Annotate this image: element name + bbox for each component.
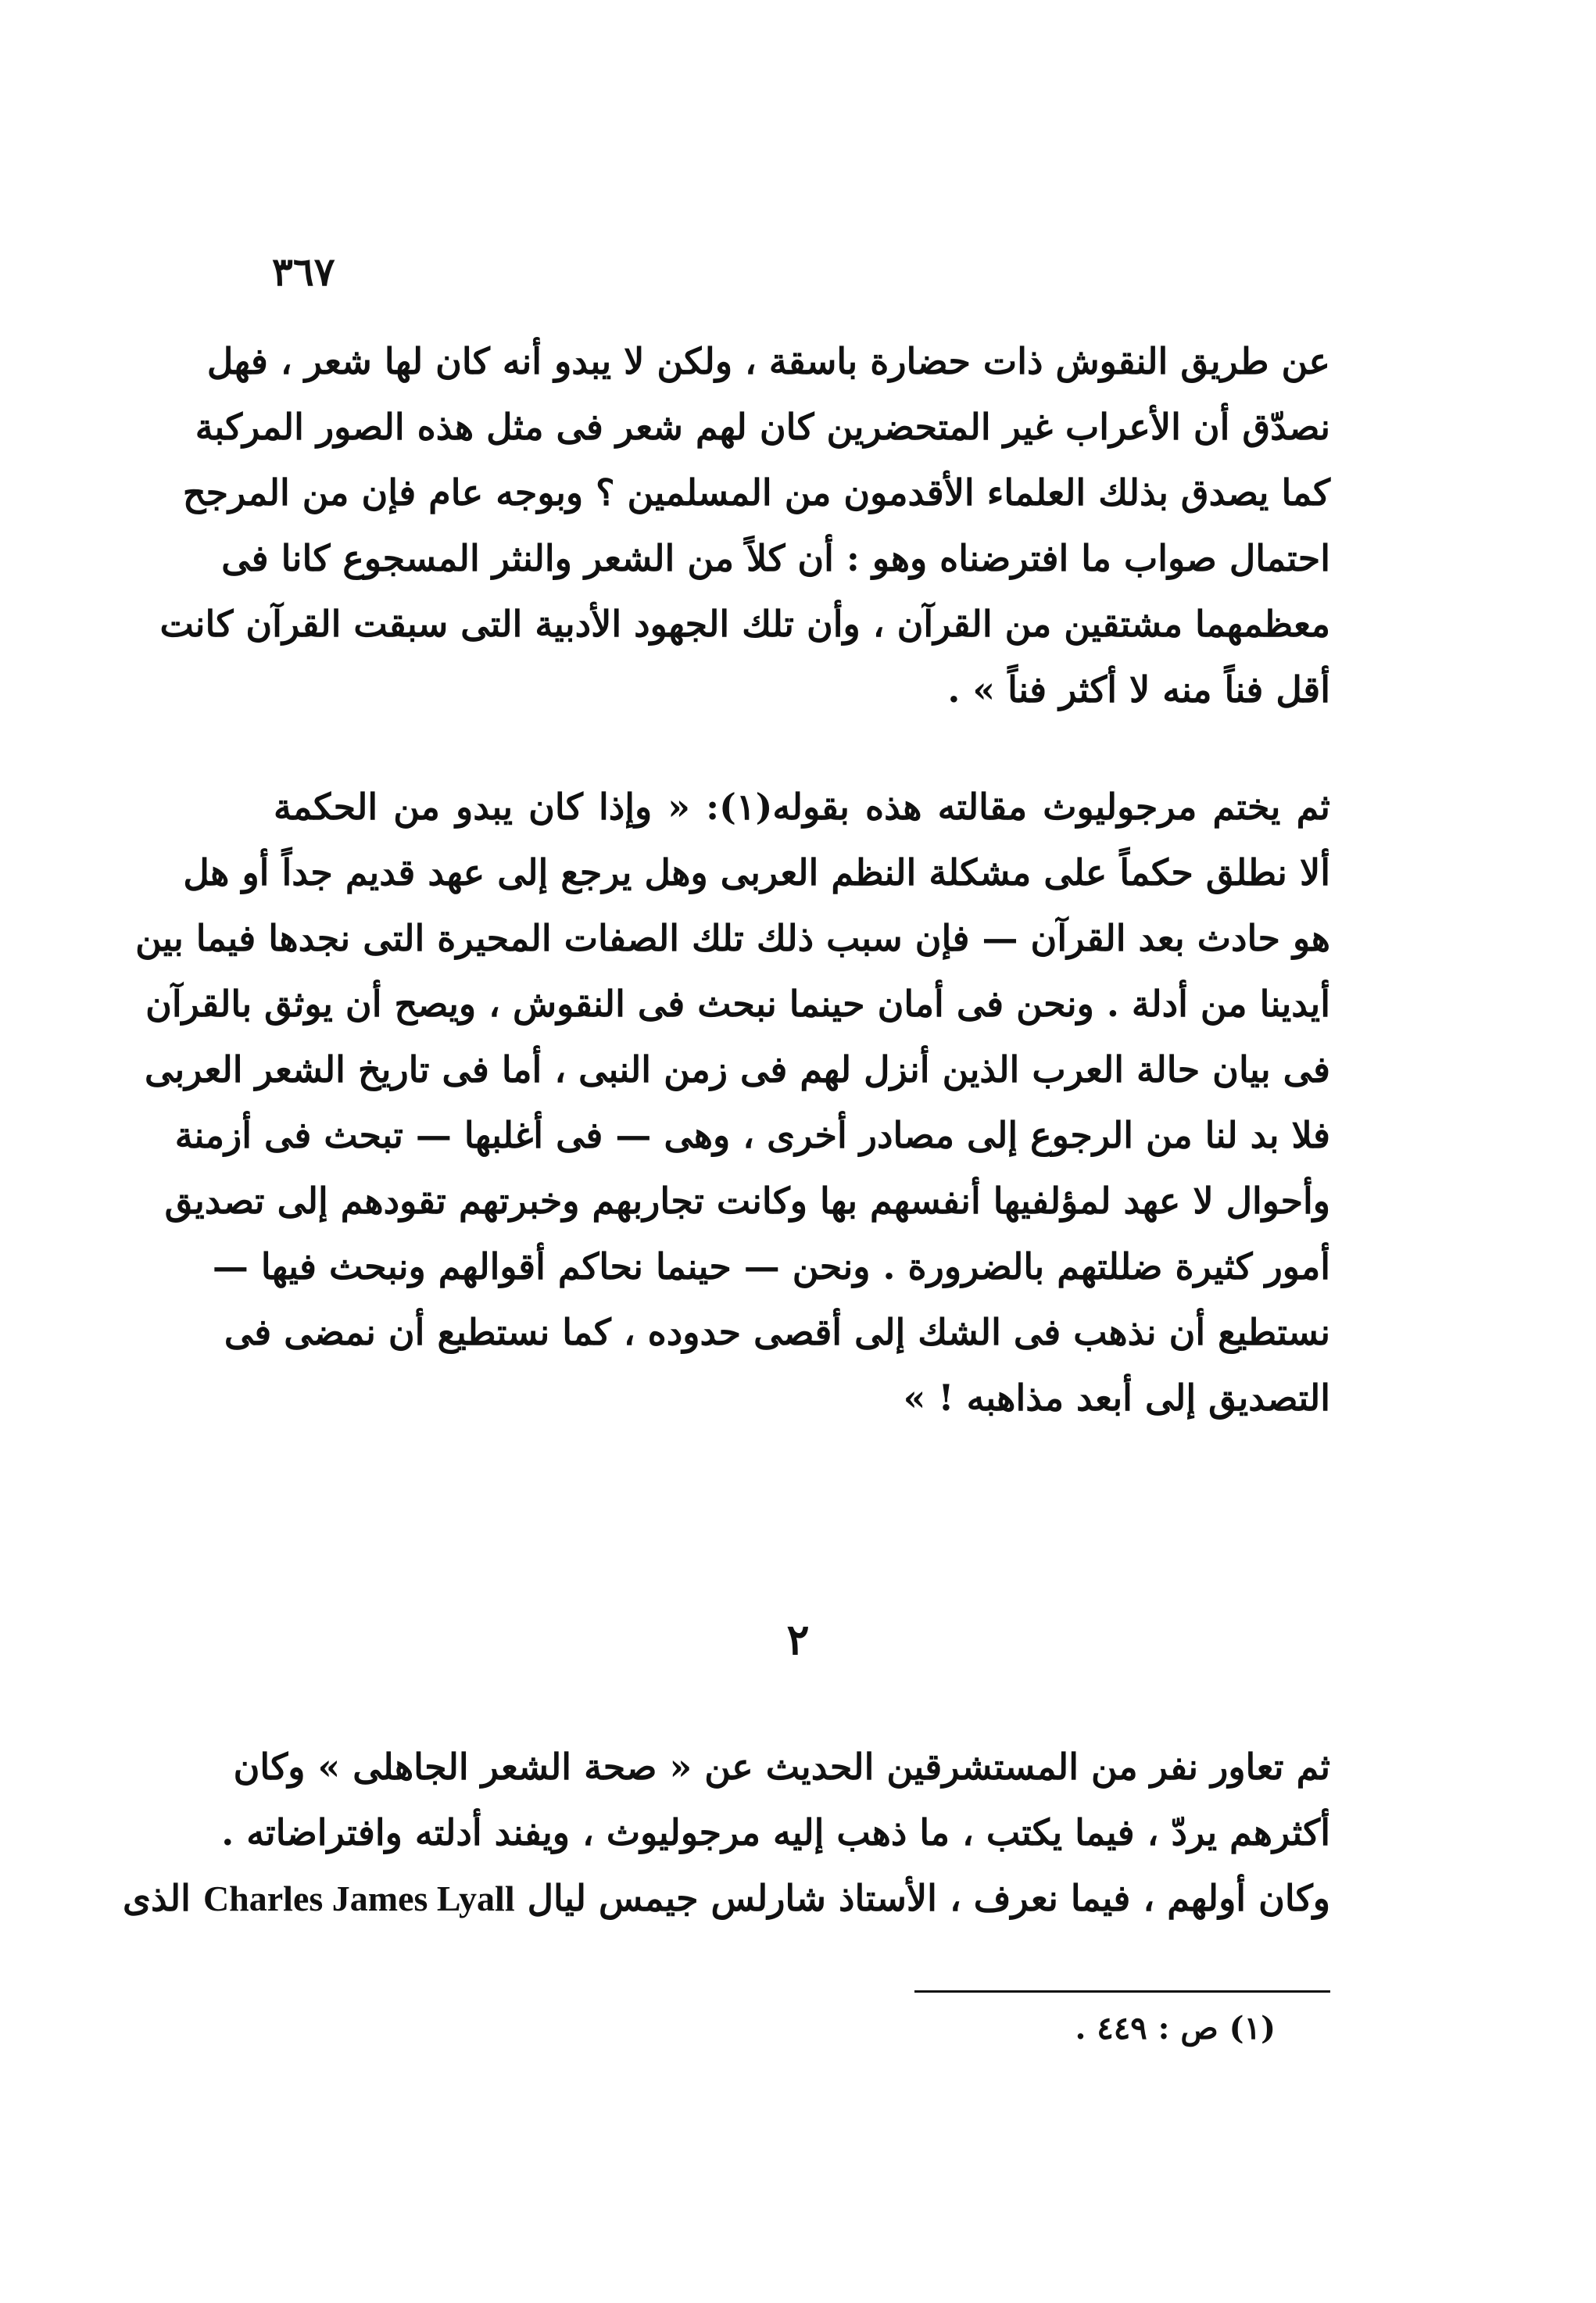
section-number: ٢: [786, 1614, 810, 1664]
paragraph-3-line: أكثرهم يردّ ، فيما يكتب ، ما ذهب إليه مرجوليوث ، ويفند أدلته وافتراضاته .: [221, 1811, 1330, 1854]
paragraph-2-line: وأحوال لا عهد لمؤلفيها أنفسهم بها وكانت تجاربهم وخبرتهم تقودهم إلى تصديق: [164, 1180, 1330, 1222]
paragraph-1-line: احتمال صواب ما افترضناه وهو : أن كلاً من الشعر والنثر المسجوع كانا فى: [221, 537, 1330, 579]
paragraph-3-line: ثم تعاور نفر من المستشرقين الحديث عن « صحة الشعر الجاهلى » وكان: [233, 1746, 1330, 1788]
paragraph-3-line: [122, 1865, 1330, 1931]
paragraph-1-line: كما يصدق بذلك العلماء الأقدمون من المسلمين ؟ وبوجه عام فإن من المرجح: [182, 471, 1330, 514]
paragraph-2-line: ثم يختم مرجوليوث مقالته هذه بقوله(١): « وإذا كان يبدو من الحكمة: [274, 786, 1330, 828]
paragraph-2: [135, 774, 1330, 1431]
paragraph-2-line: نستطيع أن نذهب فى الشك إلى أقصى حدوده ، كما نستطيع أن نمضى فى: [224, 1311, 1330, 1353]
footnote-divider: [914, 1990, 1330, 1993]
paragraph-1-line: نصدّق أن الأعراب غير المتحضرين كان لهم شعر فى مثل هذه الصور المركبة: [195, 406, 1330, 448]
paragraph-2-line: التصديق إلى أبعد مذاهبه ! »: [903, 1377, 1330, 1419]
paragraph-2-line: فى بيان حالة العرب الذين أنزل لهم فى زمن النبى ، أما فى تاريخ الشعر العربى: [145, 1048, 1330, 1091]
paragraph-2-line: أمور كثيرة ضللتهم بالضرورة . ونحن — حينما نحاكم أقوالهم ونبحث فيها —: [212, 1245, 1330, 1288]
paragraph-1-line: عن طريق النقوش ذات حضارة باسقة ، ولكن لا يبدو أنه كان لها شعر ، فهل: [206, 340, 1330, 382]
paragraph-2-line: فلا بد لنا من الرجوع إلى مصادر أخرى ، وهى — فى أغلبها — تبحث فى أزمنة: [174, 1114, 1330, 1156]
footnote: (١) ص : ٤٤٩ .: [1075, 2010, 1276, 2047]
paragraph-1-line: معظمهما مشتقين من القرآن ، وأن تلك الجهود الأدبية التى سبقت القرآن كانت: [159, 603, 1330, 645]
paragraph-3: [122, 1734, 1330, 1931]
paragraph-1: [159, 328, 1330, 722]
paragraph-2-line: ألا نطلق حكماً على مشكلة النظم العربى وهل يرجع إلى عهد قديم جداً أو هل: [183, 851, 1330, 894]
latin-name: Charles James Lyall: [202, 1879, 515, 1918]
paragraph-2-line: هو حادث بعد القرآن — فإن سبب ذلك تلك الصفات المحيرة التى نجدها فيما بين: [135, 917, 1330, 959]
page-number: ٣٦٧: [272, 249, 335, 295]
paragraph-3-line-tail: الذى: [122, 1877, 191, 1919]
paragraph-2-line: أيدينا من أدلة . ونحن فى أمان حينما نبحث فى النقوش ، ويصح أن يوثق بالقرآن: [145, 983, 1330, 1025]
paragraph-1-line: أقل فناً منه لا أكثر فناً » .: [947, 668, 1330, 711]
paragraph-3-line-text: وكان أولهم ، فيما نعرف ، الأستاذ شارلس جيمس ليال: [527, 1877, 1330, 1919]
